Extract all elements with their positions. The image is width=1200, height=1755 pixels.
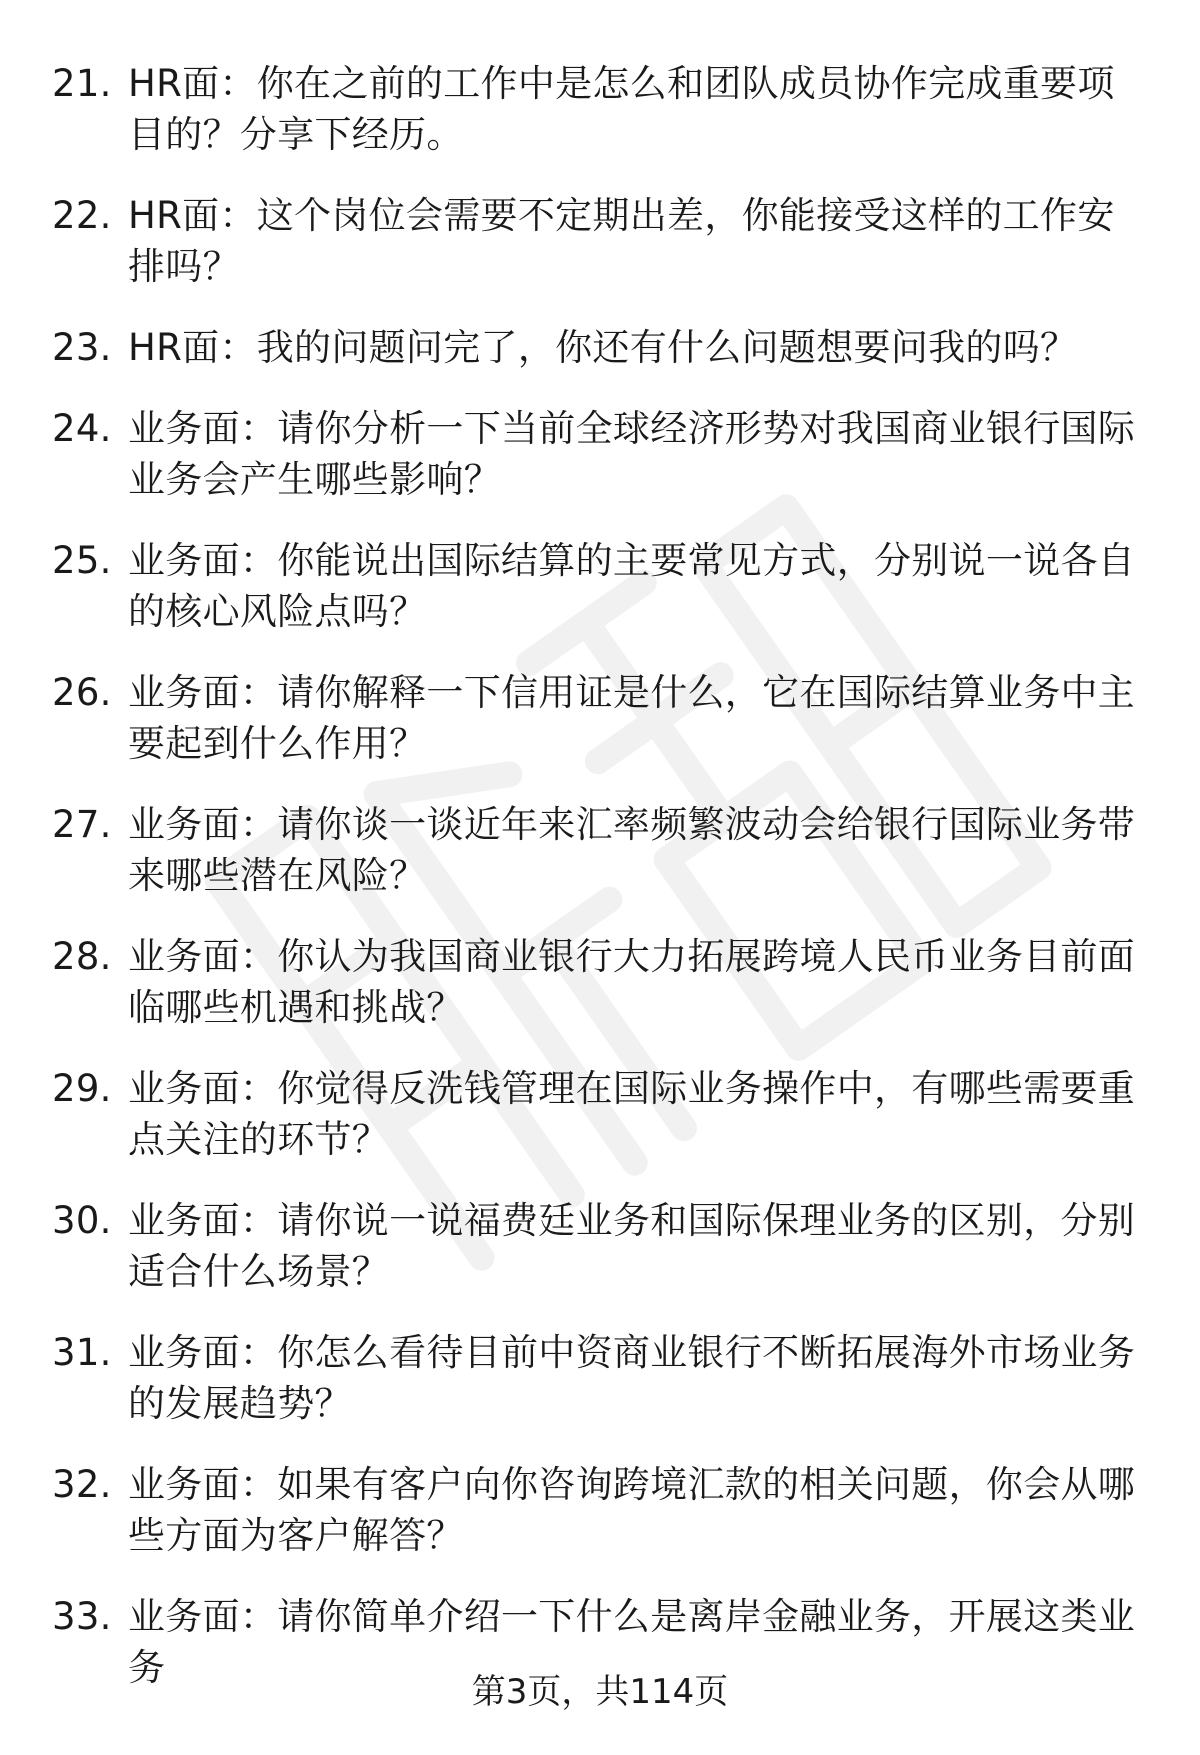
list-item xyxy=(52,931,1142,1033)
list-item xyxy=(52,1063,1142,1165)
question-text: 业务面：你能说出国际结算的主要常见方式，分别说一说各自的核心风险点吗？ xyxy=(128,539,1136,633)
question-number: 23. xyxy=(52,326,112,369)
list-item xyxy=(52,190,1142,292)
list-item xyxy=(52,667,1142,769)
question-number: 31. xyxy=(52,1331,112,1374)
list-item xyxy=(52,1459,1142,1561)
question-list xyxy=(52,58,1142,1723)
list-item xyxy=(52,1195,1142,1297)
question-text: HR面：这个岗位会需要不定期出差，你能接受这样的工作安排吗？ xyxy=(128,194,1115,288)
question-number: 27. xyxy=(52,803,112,846)
question-text: 业务面：请你分析一下当前全球经济形势对我国商业银行国际业务会产生哪些影响？ xyxy=(128,407,1136,501)
question-text: 业务面：你觉得反洗钱管理在国际业务操作中，有哪些需要重点关注的环节？ xyxy=(128,1067,1136,1161)
question-number: 25. xyxy=(52,539,112,582)
question-text: 业务面：请你简单介绍一下什么是离岸金融业务，开展这类业务 xyxy=(128,1595,1136,1689)
question-number: 30. xyxy=(52,1199,112,1242)
question-text: 业务面：请你谈一谈近年来汇率频繁波动会给银行国际业务带来哪些潜在风险？ xyxy=(128,803,1136,897)
list-item xyxy=(52,1327,1142,1429)
question-text: HR面：你在之前的工作中是怎么和团队成员协作完成重要项目的？分享下经历。 xyxy=(128,62,1115,156)
question-number: 28. xyxy=(52,935,112,978)
question-number: 32. xyxy=(52,1463,112,1506)
question-text: 业务面：你认为我国商业银行大力拓展跨境人民币业务目前面临哪些机遇和挑战？ xyxy=(128,935,1136,1029)
question-text: 业务面：请你解释一下信用证是什么，它在国际结算业务中主要起到什么作用？ xyxy=(128,671,1136,765)
question-text: 业务面：你怎么看待目前中资商业银行不断拓展海外市场业务的发展趋势？ xyxy=(128,1331,1136,1425)
question-number: 24. xyxy=(52,407,112,450)
list-item xyxy=(52,403,1142,505)
question-number: 26. xyxy=(52,671,112,714)
list-item xyxy=(52,322,1142,373)
list-item xyxy=(52,535,1142,637)
question-text: 业务面：请你说一说福费廷业务和国际保理业务的区别，分别适合什么场景？ xyxy=(128,1199,1136,1293)
question-number: 33. xyxy=(52,1595,112,1638)
list-item xyxy=(52,799,1142,901)
question-text: 业务面：如果有客户向你咨询跨境汇款的相关问题，你会从哪些方面为客户解答？ xyxy=(128,1463,1136,1557)
question-number: 21. xyxy=(52,62,112,105)
page-number-footer: 第3页，共114页 xyxy=(471,1672,729,1712)
question-text: HR面：我的问题问完了，你还有什么问题想要问我的吗？ xyxy=(128,326,1078,369)
list-item xyxy=(52,58,1142,160)
question-number: 29. xyxy=(52,1067,112,1110)
question-number: 22. xyxy=(52,194,112,237)
